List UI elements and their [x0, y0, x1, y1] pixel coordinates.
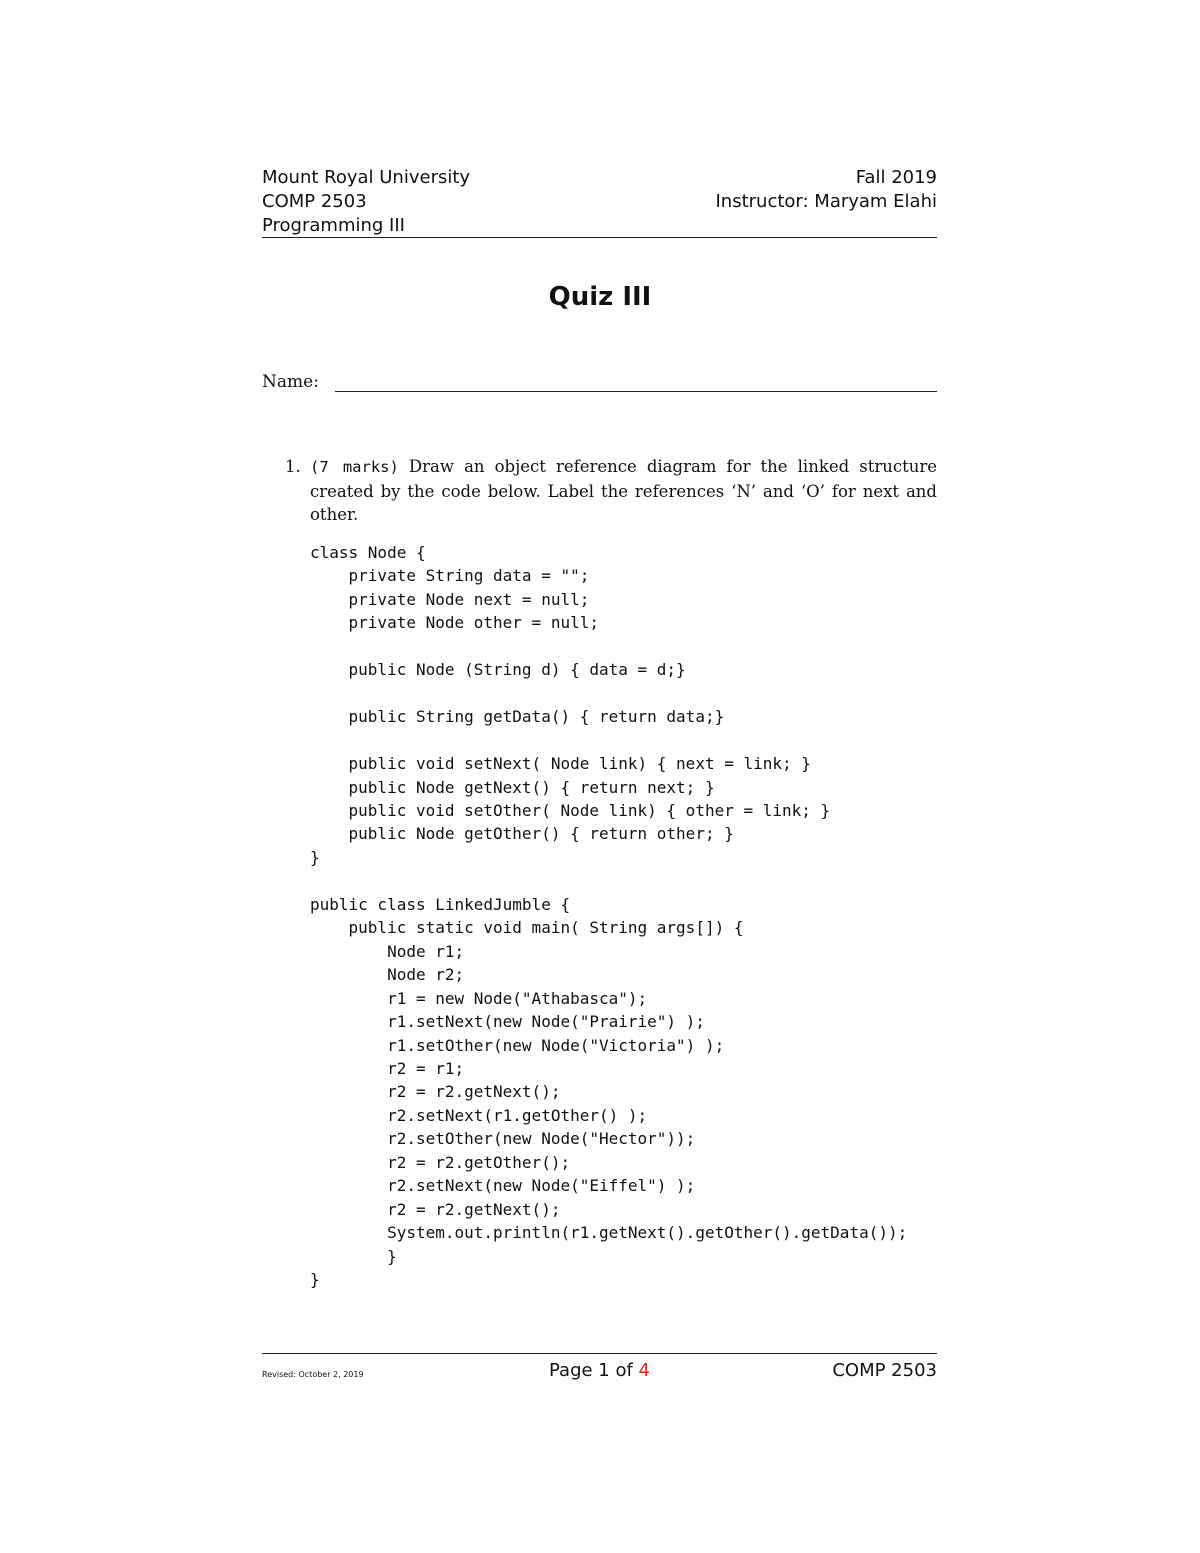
footer-divider [262, 1353, 937, 1354]
header-row-2 [262, 190, 937, 214]
name-field-row [262, 372, 937, 392]
question-number: 1. [285, 457, 301, 476]
university-name: Mount Royal University [262, 167, 471, 188]
header-row-3 [262, 214, 937, 238]
instructor: Instructor: Maryam Elahi [715, 191, 937, 212]
question-1 [285, 455, 937, 527]
question-prompt [310, 455, 937, 527]
page-footer [262, 1360, 937, 1386]
name-blank-line [335, 375, 937, 392]
question-text: Draw an object reference diagram for the linked structure created by the code below. Label the references ‘N’ and ‘O’ for next and other. [310, 457, 937, 524]
question-marks: (7 marks) [310, 458, 399, 476]
page-total: 4 [638, 1360, 650, 1381]
course-name: Programming III [262, 215, 405, 236]
course-code: COMP 2503 [262, 191, 367, 212]
page-title: Quiz III [548, 282, 652, 312]
page-number-prefix: Page 1 of [549, 1360, 639, 1381]
header-row-1 [262, 166, 937, 190]
header-divider [262, 237, 937, 238]
document-header [262, 166, 937, 238]
name-label: Name: [262, 372, 319, 392]
code-listing: class Node { private String data = ""; private Node next = null; private Node other = null; public Node (String d) { data = d;} public String getData() { return data;} public void setNext( Node link) { next = link; } public Node getNext() { return next; } public void setOther( Node link) { other = link; } public Node getOther() { return other; } } public class LinkedJumble { public static void main( String args[]) { Node r1; Node r2; r1 = new Node("Athabasca"); r1.setNext(new Node("Prairie") ); r1.setOther(new Node("Victoria") ); r2 = r1; r2 = r2.getNext(); r2.setNext(r1.getOther() ); r2.setOther(new Node("Hector")); r2 = r2.getOther(); r2.setNext(new Node("Eiffel") ); r2 = r2.getNext(); System.out.println(r1.getNext().getOther().getData()); } } [310, 543, 908, 1290]
revised-date: Revised: October 2, 2019 [262, 1370, 364, 1379]
footer-course-code: COMP 2503 [832, 1360, 937, 1381]
term: Fall 2019 [855, 167, 937, 188]
